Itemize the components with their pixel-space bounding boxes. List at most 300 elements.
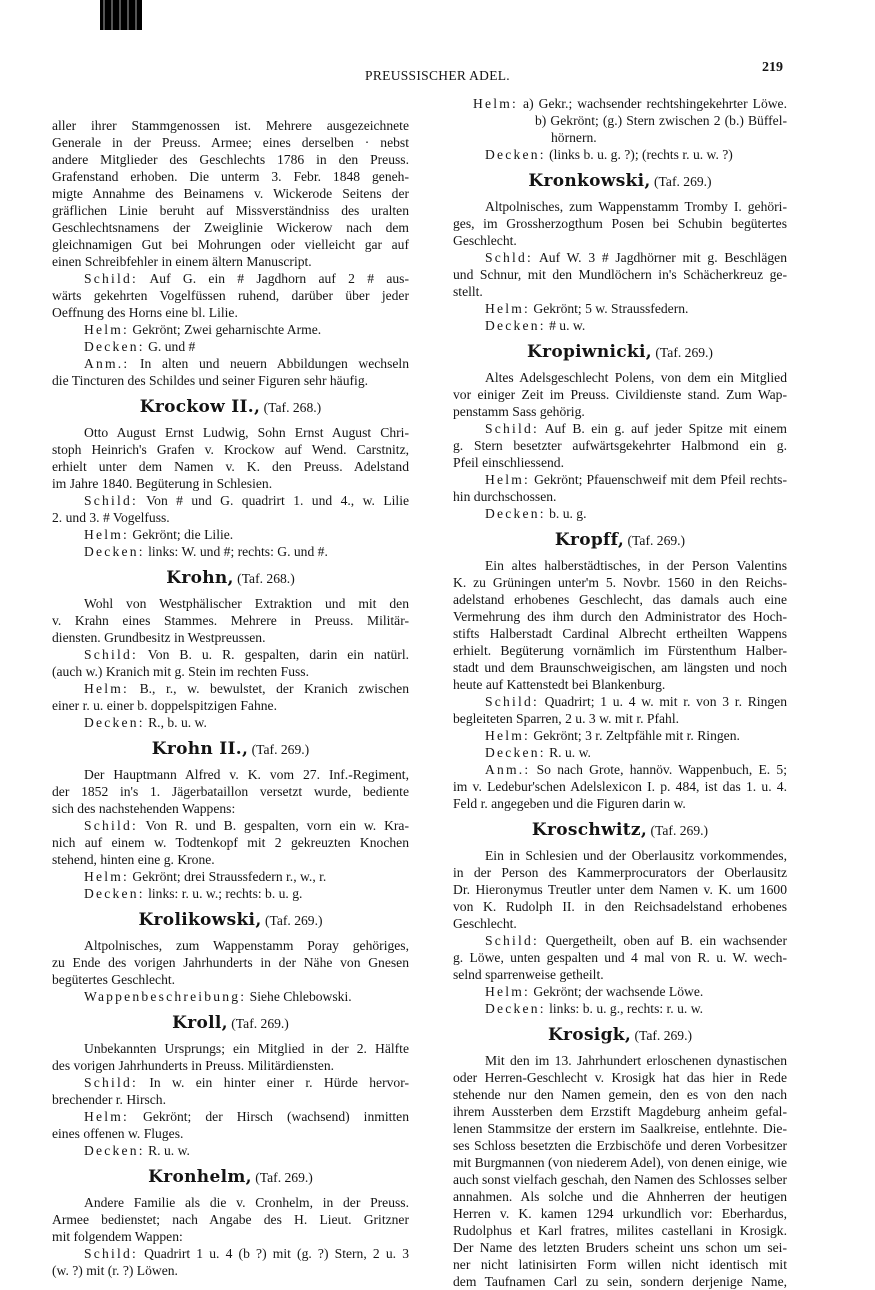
field-label: Decken: [485,745,546,760]
text-line [52,424,409,441]
text-line [52,1057,409,1074]
plate-reference: (Taf. 269.) [231,1016,289,1031]
field-label: Schild: [485,694,539,709]
text-line [453,317,787,334]
text-line [52,851,409,868]
text-line [453,676,787,693]
text-line [453,215,787,232]
text-line [453,266,787,283]
field-label: Helm: [84,869,129,884]
blazon-paragraph [453,146,787,163]
text-paragraph [52,424,409,492]
line-text: ses Schloss besetzten die Erzbischöfe und deren Vorbesitzer [453,1138,787,1153]
blazon-paragraph [453,317,787,334]
text-line [453,198,787,215]
line-text: Von R. und B. gespalten, vorn ein w. Kra- [145,818,409,833]
right-column [453,95,787,1290]
line-text: gräflichen Linie beruht auf Missverständniss des uralten [52,203,409,218]
text-line [453,591,787,608]
field-label: Helm: [485,301,530,316]
entry-name: Krockow II., [139,397,261,417]
text-line [453,1205,787,1222]
text-line [52,1108,409,1125]
text-line [52,1125,409,1142]
text-paragraph [52,117,409,270]
text-line: hörnern. [551,130,597,145]
text-line [52,1194,409,1211]
blazon-paragraph [52,1074,409,1108]
blazon-paragraph [453,983,787,1000]
line-text: zu Ende des vorigen Jahrhunderts in der Nähe von Gnesen [52,955,409,970]
text-line [52,783,409,800]
text-line [453,778,787,795]
blazon-paragraph [52,1245,409,1279]
blazon-paragraph [453,932,787,983]
line-text: begleiteten Sparren, 2 u. 3 w. mit r. Pfahl. [453,711,680,726]
line-text: und Schnur, mit den Mundlöchern in's Schächerkreuz ge- [453,267,787,282]
line-text: ihrem Aussterben dem Erzstift Magdeburg anheim gefal- [453,1104,787,1119]
field-label: Decken: [485,147,546,162]
text-line [453,454,787,471]
text-line [453,744,787,761]
blazon-paragraph [52,321,409,338]
line-text: Geschlecht. [453,233,517,248]
text-line [453,847,787,864]
line-text: Von B. u. R. gespalten, darin ein natürl. [147,647,410,662]
blazon-paragraph [453,761,787,812]
running-head: PREUSSISCHER ADEL. [365,68,510,83]
line-text: erhielt unter dem Namen v. K. den Preuss. Adelstand [52,459,409,474]
entry-name: Kroschwitz, [531,820,648,840]
text-line [52,321,409,338]
text-line [453,710,787,727]
text-line [52,543,409,560]
line-text: adelstand erhobenes Geschlecht, das damals auch eine [453,592,787,607]
line-text: Der Name des letzten Bruders scheint uns schon um sei- [453,1240,787,1255]
text-line: b) Gekrönt; (g.) Stern zwischen 2 (b.) Büffel- [535,113,787,128]
line-text: penstamm Sass gehörig. [453,404,585,419]
line-text: in der Person des Kammerprocurators der Oberlausitz [453,865,787,880]
line-text: Armee bedienstet; nach Angabe des H. Lieut. Gritzner [52,1212,409,1227]
line-text: Auf W. 3 # Jagdhörner mit g. Beschlägen [538,250,787,265]
plate-reference: (Taf. 269.) [251,742,310,757]
text-line [52,663,409,680]
text-line [52,270,409,287]
blazon-paragraph [52,543,409,560]
entry-name: Krolikowski, [138,910,262,930]
line-text: Gekrönt; 3 r. Zeltpfähle mit r. Ringen. [533,728,740,743]
text-line [52,475,409,492]
line-text: a) Gekr.; wachsender rechtshingekehrter Löwe. [523,96,787,111]
entry-heading [453,170,787,193]
entry-heading [52,567,409,590]
blazon-paragraph [52,885,409,902]
blazon-paragraph [453,1000,787,1017]
blazon-paragraph [453,505,787,522]
field-label: Schild: [485,421,539,436]
blazon-paragraph [453,420,787,471]
text-line [453,1069,787,1086]
line-text: Wohl von Westphälischer Extraktion und mit den [84,596,409,611]
line-text: Feld r. angegeben und die Figuren darin w. [453,796,686,811]
text-line [52,868,409,885]
entry-name: Krohn, [166,568,234,588]
text-line [52,253,409,270]
text-paragraph [52,766,409,817]
line-text: Grafenstand erhoben. Die unterm 3. Febr. 1848 geneh- [52,169,409,184]
blazon-paragraph [453,693,787,727]
line-text: In alten und neuern Abbildungen wechseln [140,356,409,371]
text-line [453,1273,787,1290]
line-text: oder Herren-Geschlecht v. Krosigk hat das hier in Rede [453,1070,787,1085]
line-text: annahmen. Als solche und die Ahnherren der heutigen [453,1189,787,1204]
line-text: stoph Heinrich's Grafen v. Krockow auf Wend. Carstnitz, [52,442,409,457]
blazon-paragraph [52,988,409,1005]
text-line [453,795,787,812]
line-text: Quadrirt; 1 u. 4 w. mit r. von 3 r. Ringen [544,694,787,709]
text-line [52,202,409,219]
text-line [52,680,409,697]
text-line [52,526,409,543]
text-line [453,471,787,488]
text-paragraph [52,937,409,988]
field-label: Anm.: [84,356,130,371]
line-text: Rudolphus et Karl fratres, milites castellani in Krosigk. [453,1223,787,1238]
field-label: Helm: [84,681,129,696]
line-text: K. zu Grüningen unter'm 5. Novbr. 1560 in den Reichs- [453,575,787,590]
blazon-paragraph [453,249,787,300]
text-line [453,403,787,420]
field-label: Decken: [84,1143,145,1158]
plate-reference: (Taf. 268.) [263,400,322,415]
text-line [52,134,409,151]
text-line [52,1245,409,1262]
blazon-paragraph [52,270,409,321]
plate-reference: (Taf. 269.) [654,174,712,189]
text-line [52,509,409,526]
line-text: diensten. Grundbesitz in Westpreussen. [52,630,266,645]
line-text: Auf B. ein g. auf jeder Spitze mit einem [544,421,787,436]
text-line [453,574,787,591]
text-paragraph [52,1040,409,1074]
blazon-paragraph [52,338,409,355]
line-text: # u. w. [549,318,586,333]
line-text: Geschlecht. [453,916,517,931]
blazon-paragraph [52,680,409,714]
plate-reference: (Taf. 269.) [655,345,713,360]
plate-reference: (Taf. 269.) [634,1028,693,1043]
field-label: Decken: [485,1001,546,1016]
line-text: stifts Halberstadt Cardinal Albrecht ertheilten Wappens [453,626,787,641]
entry-heading [52,396,409,419]
field-label: Decken: [84,886,145,901]
entry-name: Kronkowski, [528,171,651,191]
text-line [453,95,787,112]
entry-heading [453,819,787,842]
line-text: Herren v. K. kamen 1294 urkundlich vor: Eberhardus, [453,1206,787,1221]
text-line [453,146,787,163]
text-line [52,1091,409,1108]
text-line [453,1222,787,1239]
text-line [453,300,787,317]
text-line [52,236,409,253]
text-line [453,505,787,522]
text-line [453,881,787,898]
text-line [453,283,787,300]
text-line [52,304,409,321]
field-label: Helm: [84,1109,129,1124]
blazon-paragraph [453,471,787,505]
line-text: (w. ?) mit (r. ?) Löwen. [52,1263,178,1278]
line-text: Geschlechtsnamens der Zweiglinie Wickerow nach dem [52,220,409,235]
text-paragraph [453,847,787,932]
line-text: die Tincturen des Schildes und seiner Figuren sehr häufig. [52,373,369,388]
line-text: Ein in Schlesien und der Oberlausitz vorkommendes, [485,848,787,863]
text-line [453,232,787,249]
line-text: Andere Familie als die v. Cronhelm, in der Preuss. [84,1195,409,1210]
line-text: stehend, hinten eine g. Krone. [52,852,215,867]
line-text: G. und # [148,339,196,354]
blazon-paragraph [52,492,409,526]
entry-name: Kronhelm, [148,1167,252,1187]
line-text: begütertes Geschlecht. [52,972,176,987]
blazon-paragraph [52,817,409,868]
helm-paragraph [453,95,787,146]
line-text: Quergetheilt, oben auf B. ein wachsender [545,933,787,948]
field-label: Schild: [84,1075,138,1090]
entry-heading [52,1166,409,1189]
line-text: einen Schreibfehler in einem ältern Manuscript. [52,254,312,269]
text-line [52,988,409,1005]
field-label: Helm: [84,527,129,542]
field-label: Schild: [84,1246,138,1261]
line-text: Gekrönt; die Lilie. [132,527,234,542]
line-text: eines offenen w. Fluges. [52,1126,184,1141]
line-text: sich des nachstehenden Wappens: [52,801,236,816]
line-text: B., r., w. bewulstet, der Kranich zwischen [139,681,409,696]
text-line [52,954,409,971]
text-line [453,915,787,932]
line-text: im Jahre 1840. Begüterung in Schlesien. [52,476,273,491]
text-line [52,219,409,236]
text-line [453,386,787,403]
text-line [52,355,409,372]
line-text: vor einiger Zeit im Preuss. Civildienste stand. Zum Wap- [453,387,787,402]
text-line [453,693,787,710]
blazon-paragraph [52,526,409,543]
line-text: mit Burgmannen (von niederem Adel), von denen einige, wie [453,1155,787,1170]
text-line [453,1137,787,1154]
text-line [453,608,787,625]
line-text: links: b. u. g., rechts: r. u. w. [549,1001,704,1016]
text-line [52,441,409,458]
line-text: R., b. u. w. [148,715,207,730]
text-line [453,488,787,505]
text-paragraph [52,1194,409,1245]
text-line [52,646,409,663]
text-line [52,338,409,355]
left-column [52,117,409,1279]
line-text: Gekrönt; 5 w. Straussfedern. [533,301,689,316]
text-line [453,420,787,437]
field-label: Schild: [84,271,138,286]
text-line [52,117,409,134]
field-label: Schild: [84,493,138,508]
text-line [453,864,787,881]
line-text: einer r. u. einer b. doppelspitzigen Fahne. [52,698,277,713]
line-text: Altpolnisches, zum Wappenstamm Poray gehöriges, [84,938,409,953]
line-text: migte Annahme des Beinamens v. Wickerode Seitens der [52,186,409,201]
line-text: R. u. w. [148,1143,190,1158]
plate-reference: (Taf. 269.) [255,1170,313,1185]
text-line [453,659,787,676]
line-text: So nach Grote, hannöv. Wappenbuch, E. 5; [536,762,788,777]
line-text: wärts gekehrten Vogelfüssen ruhend, darüber über jeder [52,288,409,303]
line-text: stadt und dem Braunschweigischen, am längsten und noch [453,660,787,675]
entry-name: Kropff, [554,530,625,550]
text-line [52,834,409,851]
text-line [453,1171,787,1188]
entry-name: Kropiwnicki, [527,342,652,362]
text-line [453,932,787,949]
entry-name: Kroll, [172,1013,228,1033]
text-line [52,1262,409,1279]
plate-reference: (Taf. 269.) [627,533,686,548]
line-text: 2. und 3. # Vogelfuss. [52,510,170,525]
line-text: In w. ein hinter einer r. Hürde hervor- [149,1075,409,1090]
line-text: Oeffnung des Horns eine bl. Lilie. [52,305,238,320]
text-line [52,168,409,185]
line-text: Mit den im 13. Jahrhundert erloschenen dynastischen [485,1053,787,1068]
text-line [453,949,787,966]
line-text: Auf G. ein # Jagdhorn auf 2 # aus- [149,271,409,286]
line-text: Gekrönt; drei Straussfedern r., w., r. [132,869,327,884]
line-text: Generale in der Preuss. Armee; eines derselben · nebst [52,135,409,150]
text-line [453,1086,787,1103]
line-text: des vorigen Jahrhunderts in Preuss. Militärdiensten. [52,1058,335,1073]
field-label: Decken: [84,715,145,730]
text-line [453,1188,787,1205]
text-paragraph [453,369,787,420]
page-number: 219 [762,60,783,75]
text-line [52,766,409,783]
text-paragraph [52,595,409,646]
line-text: auch sonst vielfach geschah, den Namen des Schlosses selber [453,1172,788,1187]
text-line [52,185,409,202]
line-text: Vermehrung des ihm durch den Administrator des Hoch- [453,609,787,624]
text-paragraph [453,1052,787,1290]
right-column-entries [453,146,787,1290]
field-label: Decken: [485,506,546,521]
field-label: Schild: [84,818,138,833]
line-text: erhielt. Begüterung vornämlich im Fürstenthum Halber- [453,643,787,658]
text-line [52,1040,409,1057]
line-text: gleichnamigen Gut bei Mohrungen oder vielleicht gar auf [52,237,409,252]
line-text: Altpolnisches, zum Wappenstamm Tromby I. gehöri- [485,199,787,214]
line-text: b. u. g. [549,506,587,521]
line-text: stehende nur den Namen gemein, den es von den nach [453,1087,787,1102]
line-text: Gekrönt; der wachsende Löwe. [533,984,704,999]
line-text: lenen Stammsitze der erstern im Saalkreise, entlehnte. Die- [453,1121,787,1136]
field-label: Anm.: [485,762,531,777]
field-label: Helm: [473,96,518,111]
text-line [453,1120,787,1137]
line-text: dem Taufnamen Carl zu sein, sondern derjenige Name, [453,1274,787,1289]
blazon-paragraph [52,646,409,680]
line-text: brechender r. Hirsch. [52,1092,166,1107]
text-line [52,595,409,612]
line-text: Gekrönt; Pfauenschweif mit dem Pfeil rechts- [534,472,787,487]
text-line [52,458,409,475]
entry-heading [453,529,787,552]
line-text: Siehe Chlebowski. [249,989,352,1004]
text-line [453,1154,787,1171]
line-text: stellt. [453,284,483,299]
blazon-paragraph [52,1142,409,1159]
blazon-paragraph [52,714,409,731]
field-label: Schild: [485,933,539,948]
text-line [52,800,409,817]
plate-reference: (Taf. 269.) [264,913,323,928]
blazon-paragraph [52,355,409,389]
field-label: Helm: [485,984,530,999]
text-line [52,1228,409,1245]
text-line [453,369,787,386]
line-text: Quadrirt 1 u. 4 (b ?) mit (g. ?) Stern, 2 u. 3 [144,1246,409,1261]
text-line [52,1211,409,1228]
blazon-paragraph [52,868,409,885]
line-text: Der Hauptmann Alfred v. K. vom 27. Inf.-Regiment, [84,767,409,782]
field-label: Decken: [485,318,546,333]
line-text: R. u. w. [549,745,591,760]
text-line [453,1256,787,1273]
entry-heading [453,341,787,364]
text-line [453,625,787,642]
text-paragraph [453,557,787,693]
line-text: Otto August Ernst Ludwig, Sohn Ernst August Chri- [84,425,409,440]
line-text: Pfeil einschliessend. [453,455,564,470]
field-label: Schld: [485,250,533,265]
text-line [52,885,409,902]
text-line [52,372,409,389]
line-text: Gekrönt; der Hirsch (wachsend) inmitten [143,1109,409,1124]
text-line [52,629,409,646]
blazon-paragraph [453,300,787,317]
line-text: aller ihrer Stammgenossen ist. Mehrere ausgezeichnete [52,118,409,133]
line-text: ner nicht latinisirten Form willen nicht identisch mit [453,1257,787,1272]
field-label: Helm: [485,728,530,743]
line-text: selnd sparrenweise getheilt. [453,967,604,982]
line-text: im v. Ledebur'schen Adelslexicon I. p. 484, ist das 1. u. 4. [453,779,787,794]
line-text: von K. Rudolph II. in den Reichsadelstand erhobenes [453,899,787,914]
line-text: heute auf Kattenstedt bei Blankenburg. [453,677,666,692]
text-line [52,151,409,168]
text-line [52,1074,409,1091]
text-line [453,1103,787,1120]
text-line [453,1052,787,1069]
field-label: Decken: [84,544,145,559]
plate-reference: (Taf. 268.) [237,571,295,586]
field-label: Wappenbeschreibung: [84,989,247,1004]
line-text: Dr. Hieronymus Treutler unter dem Namen v. K. um 1600 [453,882,787,897]
text-line [453,761,787,778]
entry-heading [453,1024,787,1047]
line-text: (auch w.) Kranich mit g. Stein im rechten Fuss. [52,664,309,679]
text-line [453,983,787,1000]
text-line [453,727,787,744]
text-line [52,1142,409,1159]
text-line [52,697,409,714]
